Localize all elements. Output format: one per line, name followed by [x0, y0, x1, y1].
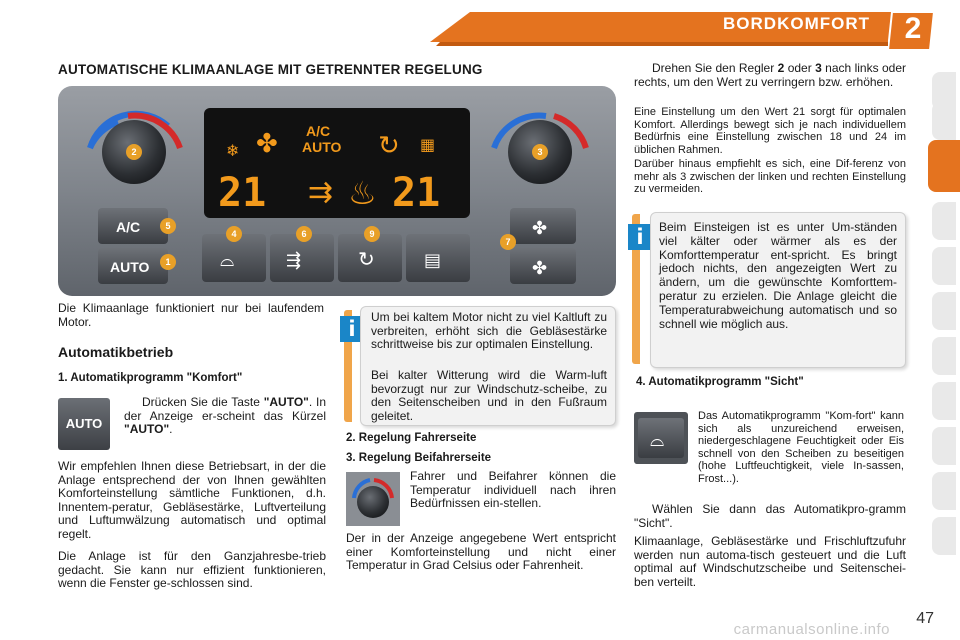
callout: 4: [231, 229, 237, 239]
paragraph-einstellung-21: Eine Einstellung um den Wert 21 sorgt für optimalen Komfort. Allerdings bewegt sich je nach individuellem Bedürfnis eine Einstellung zwischen 18 und 24 im üblichen Rahmen.: [634, 106, 906, 156]
paragraph-ganzjahres: Die Anlage ist für den Ganzjahresbe-trieb gedacht. Sie kann nur effizient funktionieren, wenn die Fenster ge-schlossen sind.: [58, 549, 326, 590]
chapter-tab-active[interactable]: [928, 140, 960, 192]
svg-text:⇉: ⇉: [308, 175, 334, 210]
auto-button-image: [58, 398, 110, 450]
chapter-tab[interactable]: [932, 292, 956, 330]
callout: 7: [505, 237, 511, 247]
svg-text:A/C: A/C: [116, 219, 141, 235]
prog4-title: 4. Automatikprogramm "Sicht": [636, 376, 804, 388]
paragraph-differenz: Darüber hinaus empfiehlt es sich, eine Dif-ferenz von mehr als 3 zwischen der linken und rechten Einstellung zu vermeiden.: [634, 158, 906, 195]
chapter-tab[interactable]: [932, 472, 956, 510]
callout: 6: [301, 229, 307, 239]
info-text-einsteigen: Beim Einsteigen ist es unter Um-ständen viel kälter oder wärmer als es der Komforttemperatur ent-spricht. Es bringt jedoch nichts, den angezeigten Wert zu ändern, um die gewünschte Komforttem-peratur zu erzielen. Die Anlage gleicht die Temperaturabweichung automatisch und so schnell wie möglich aus.: [659, 220, 897, 331]
callout: 1: [165, 257, 171, 267]
climate-control-panel: [58, 86, 616, 296]
sicht-text: Das Automatikprogramm "Kom-fort" kann sich als unzureichend erweisen, niedergeschlagene Feuchtigkeit oder Eis schnell von den Scheiben zu beseitigen (hohe Luftfeuchtigkeit, viele In-sassen, Frost...).: [698, 410, 904, 485]
auto-button-label: AUTO: [65, 416, 103, 431]
info-text-2: Bei kalter Witterung wird die Warm-luft bevorzugt nur zur Windschutz-scheibe, zu den Seitenscheiben und in den Fußraum geleitet.: [371, 368, 607, 423]
svg-text:⌓: ⌓: [220, 250, 235, 271]
heading-beifahrerseite: 3. Regelung Beifahrerseite: [346, 452, 492, 464]
turn-knob-text: Drehen Sie den Regler 2 oder 3 nach links oder rechts, um den Wert zu verringern bzw. erhöhen.: [634, 61, 907, 89]
svg-text:▦: ▦: [420, 135, 436, 154]
callout: 5: [165, 221, 171, 231]
svg-text:♨: ♨: [348, 174, 377, 212]
prog1-text: Drücken Sie die Taste "AUTO". In der Anzeige er-scheint das Kürzel "AUTO".: [124, 395, 326, 436]
svg-text:✤: ✤: [532, 258, 548, 279]
lcd-left-temp: 21: [218, 170, 267, 216]
svg-text:AUTO: AUTO: [110, 259, 150, 275]
info-text-1: Um bei kaltem Motor nicht zu viel Kaltluft zu verbreiten, erhöht sich die Gebläsestärke schrittweise bis zur optimalen Einstellung.: [371, 310, 607, 351]
page-title: AUTOMATISCHE KLIMAANLAGE MIT GETRENNTER REGELUNG: [58, 62, 483, 77]
svg-text:↻: ↻: [358, 247, 375, 271]
chapter-tab[interactable]: [932, 382, 956, 420]
chapter-tab[interactable]: [932, 427, 956, 465]
paragraph-klimaanlage: Klimaanlage, Gebläsestärke und Frischluftzufuhr werden nun automa-tisch gesteuert und die Luft optimal auf Windschutzscheibe und Seitenschei-ben verteilt.: [634, 534, 906, 589]
chapter-tab[interactable]: [932, 337, 956, 375]
svg-text:✤: ✤: [256, 129, 278, 159]
intro-text: Die Klimaanlage funktioniert nur bei laufendem Motor.: [58, 301, 324, 329]
header-title: BORDKOMFORT: [723, 14, 870, 33]
beifahrer-text: Fahrer und Beifahrer können die Temperatur individuell nach ihren Bedürfnissen ein-stellen.: [410, 469, 616, 510]
chapter-tab[interactable]: [932, 517, 956, 555]
callout: 3: [537, 147, 543, 157]
prog1-title: 1. Automatikprogramm "Komfort": [58, 372, 243, 384]
watermark: carmanualsonline.info: [733, 621, 890, 638]
chapter-tab[interactable]: [932, 202, 956, 240]
lcd-ac: A/C: [306, 123, 331, 139]
sicht-select-text: Wählen Sie dann das Automatikpro-gramm "Sicht".: [634, 502, 906, 530]
callout: 9: [369, 229, 375, 239]
lcd-auto: AUTO: [302, 139, 342, 155]
svg-text:↻: ↻: [378, 131, 400, 161]
svg-text:⌓: ⌓: [650, 430, 665, 451]
info-box-cold-engine: [360, 306, 616, 426]
chapter-tab[interactable]: [932, 247, 956, 285]
knob-image: [346, 472, 400, 526]
info-icon: i: [628, 224, 652, 250]
callout: 2: [131, 147, 137, 157]
chapter-badge: [888, 8, 938, 54]
page-number: 47: [916, 610, 934, 627]
lcd-right-temp: 21: [392, 170, 441, 216]
sicht-button-image: [634, 412, 688, 464]
info-icon: i: [340, 316, 364, 342]
chapter-tab[interactable]: [932, 102, 956, 140]
chapter-number: 2: [904, 12, 922, 45]
chapter-tabs: [928, 62, 960, 582]
svg-text:⇶: ⇶: [286, 250, 302, 271]
svg-text:✤: ✤: [532, 218, 548, 239]
paragraph-komfort: Wir empfehlen Ihnen diese Betriebsart, in der die Anlage entsprechend der von Ihnen gewählten Komforteinstellung sämtliche Funktionen, d.h. Innentem-peratur, Gebläsestärke, Luftverteilung und Luftumwälzung automatisch und optimal regelt.: [58, 459, 326, 541]
section-title-automatikbetrieb: Automatikbetrieb: [58, 344, 174, 360]
info-box-einsteigen: [650, 212, 906, 368]
heading-fahrerseite: 2. Regelung Fahrerseite: [346, 432, 477, 444]
svg-text:▤: ▤: [424, 250, 442, 271]
paragraph-anzeige: Der in der Anzeige angegebene Wert entspricht einer Komforteinstellung und nicht einer Temperatur in Grad Celsius oder Fahrenheit.: [346, 531, 616, 572]
svg-text:❄: ❄: [226, 141, 240, 160]
